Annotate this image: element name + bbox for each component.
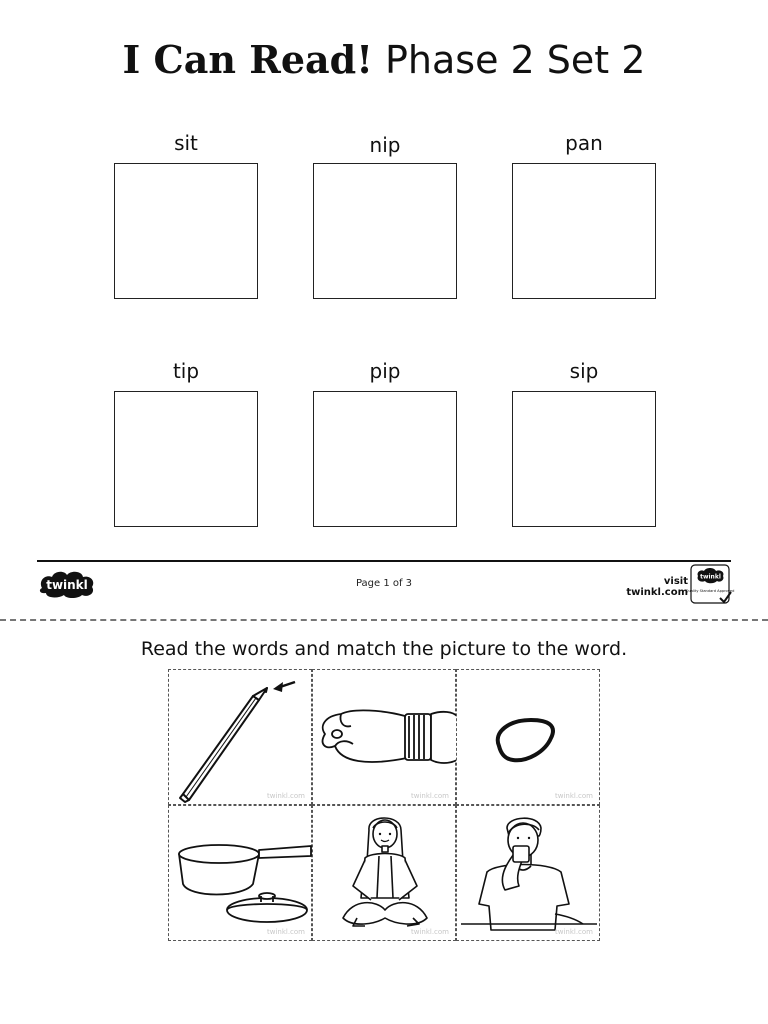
picture-card[interactable] xyxy=(456,805,600,941)
picture-card[interactable] xyxy=(456,669,600,805)
answer-box[interactable] xyxy=(512,391,656,527)
badge-brand: twinkl xyxy=(700,573,721,581)
picture-grid xyxy=(168,669,600,941)
page-title xyxy=(0,36,768,84)
answer-box[interactable] xyxy=(114,163,258,299)
footer-divider xyxy=(37,560,731,562)
logo-text: twinkl xyxy=(46,578,88,592)
answer-box[interactable] xyxy=(313,391,457,527)
instruction-text: Read the words and match the picture to the word. xyxy=(140,638,628,660)
man-sipping-drink-picture xyxy=(457,806,601,942)
watermark: twinkl.com xyxy=(554,792,593,800)
picture-card[interactable] xyxy=(168,669,312,805)
picture-card[interactable] xyxy=(312,805,456,941)
twinkl-logo xyxy=(36,568,98,600)
badge-text: Quality Standard Approved xyxy=(685,589,735,593)
seed-pip-picture xyxy=(457,670,601,806)
title-bold: I Can Read! xyxy=(122,37,373,82)
word-label: pan xyxy=(565,131,603,155)
word-label: nip xyxy=(369,133,401,157)
title-rest: Phase 2 Set 2 xyxy=(385,38,646,82)
cut-line xyxy=(0,619,768,621)
visit-link[interactable]: visit twinkl.com xyxy=(626,576,688,598)
picture-card[interactable] xyxy=(168,805,312,941)
watermark: twinkl.com xyxy=(266,928,305,936)
answer-box[interactable] xyxy=(512,163,656,299)
picture-card[interactable] xyxy=(312,669,456,805)
saucepan-picture xyxy=(169,806,313,942)
quality-badge xyxy=(685,564,735,606)
watermark: twinkl.com xyxy=(410,792,449,800)
sitting-girl-picture xyxy=(313,806,457,942)
word-label: tip xyxy=(172,359,200,383)
word-label: sip xyxy=(569,359,599,383)
watermark: twinkl.com xyxy=(410,928,449,936)
word-label: pip xyxy=(369,359,401,383)
pinching-hand-picture xyxy=(313,670,457,806)
pencil-tip-picture xyxy=(169,670,313,806)
answer-box[interactable] xyxy=(313,163,457,299)
word-label: sit xyxy=(174,131,198,155)
page-number: Page 1 of 3 xyxy=(355,578,413,589)
watermark: twinkl.com xyxy=(554,928,593,936)
answer-box[interactable] xyxy=(114,391,258,527)
watermark: twinkl.com xyxy=(266,792,305,800)
